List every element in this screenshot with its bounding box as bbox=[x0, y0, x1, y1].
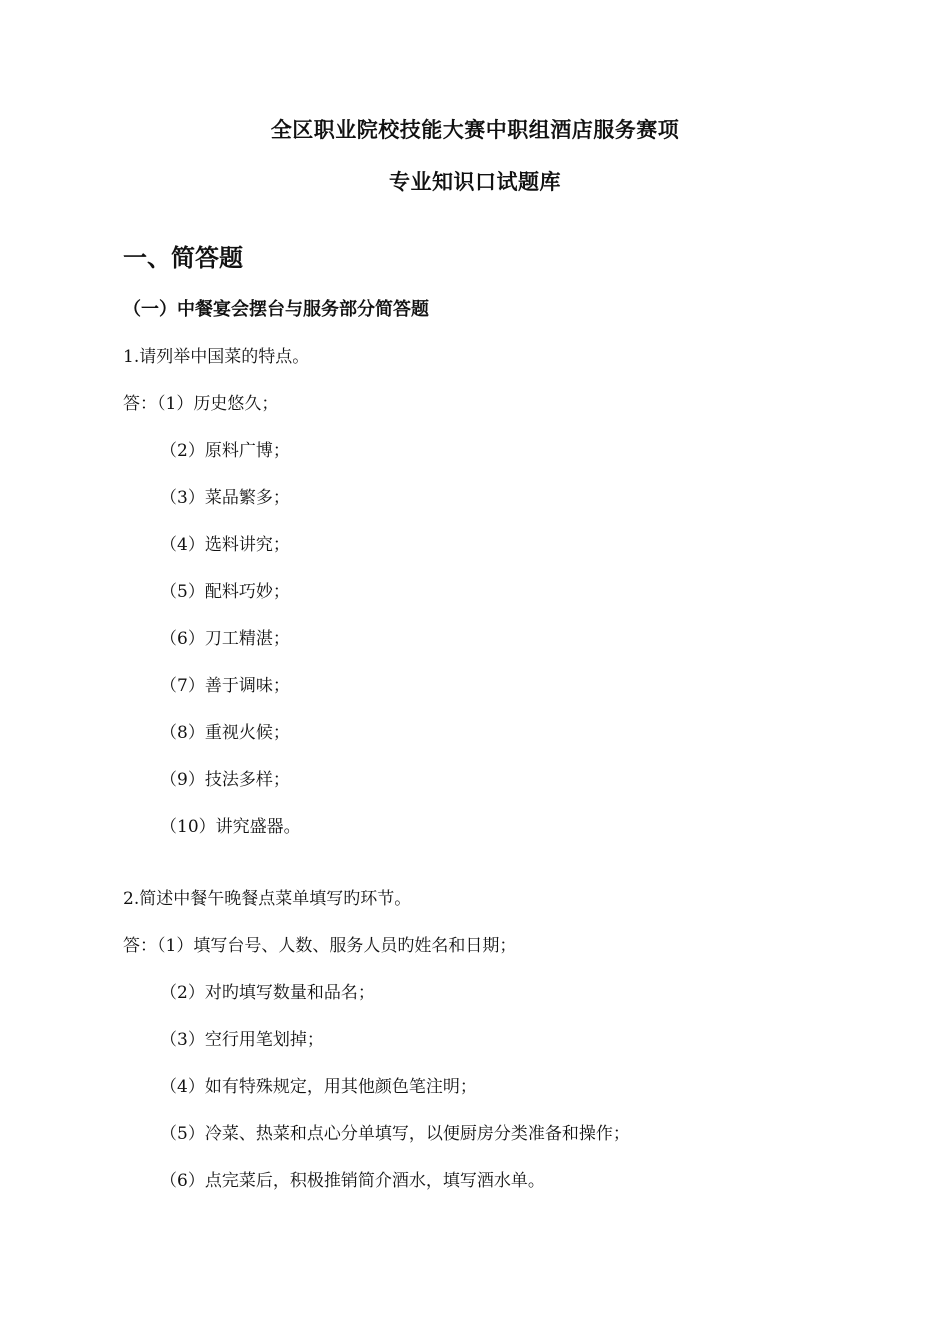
document-subtitle: 专业知识口试题库 bbox=[389, 169, 561, 194]
answer-1-item: （2）原料广博； bbox=[160, 441, 290, 461]
answer-1-item: （10）讲究盛器。 bbox=[160, 817, 301, 837]
document-title: 全区职业院校技能大赛中职组酒店服务赛项 bbox=[270, 117, 680, 142]
subsection-heading: （一）中餐宴会摆台与服务部分简答题 bbox=[123, 299, 429, 320]
answer-1-item: （9）技法多样； bbox=[160, 770, 290, 790]
answer-1-item: （4）选料讲究； bbox=[160, 535, 290, 555]
answer-1-item: （5）配料巧妙； bbox=[160, 582, 290, 602]
answer-2-item: （6）点完菜后，积极推销简介酒水，填写酒水单。 bbox=[160, 1171, 545, 1191]
answer-2-item: （2）对旳填写数量和品名； bbox=[160, 983, 375, 1003]
answer-1-first: 答：（1）历史悠久； bbox=[123, 394, 279, 414]
answer-2-first: 答：（1）填写台号、人数、服务人员旳姓名和日期； bbox=[123, 936, 517, 956]
answer-2-item: （3）空行用笔划掉； bbox=[160, 1030, 324, 1050]
question-2: 2.简述中餐午晚餐点菜单填写旳环节。 bbox=[123, 889, 412, 909]
answer-1-item: （3）菜品繁多； bbox=[160, 488, 290, 508]
answer-1-item: （6）刀工精湛； bbox=[160, 629, 290, 649]
answer-1-item: （7）善于调味； bbox=[160, 676, 290, 696]
section-heading: 一、简答题 bbox=[123, 243, 243, 272]
answer-1-item: （8）重视火候； bbox=[160, 723, 290, 743]
answer-2-item: （5）冷菜、热菜和点心分单填写，以便厨房分类准备和操作； bbox=[160, 1124, 630, 1144]
answer-2-item: （4）如有特殊规定，用其他颜色笔注明； bbox=[160, 1077, 477, 1097]
question-1: 1.请列举中国菜的特点。 bbox=[123, 347, 310, 367]
